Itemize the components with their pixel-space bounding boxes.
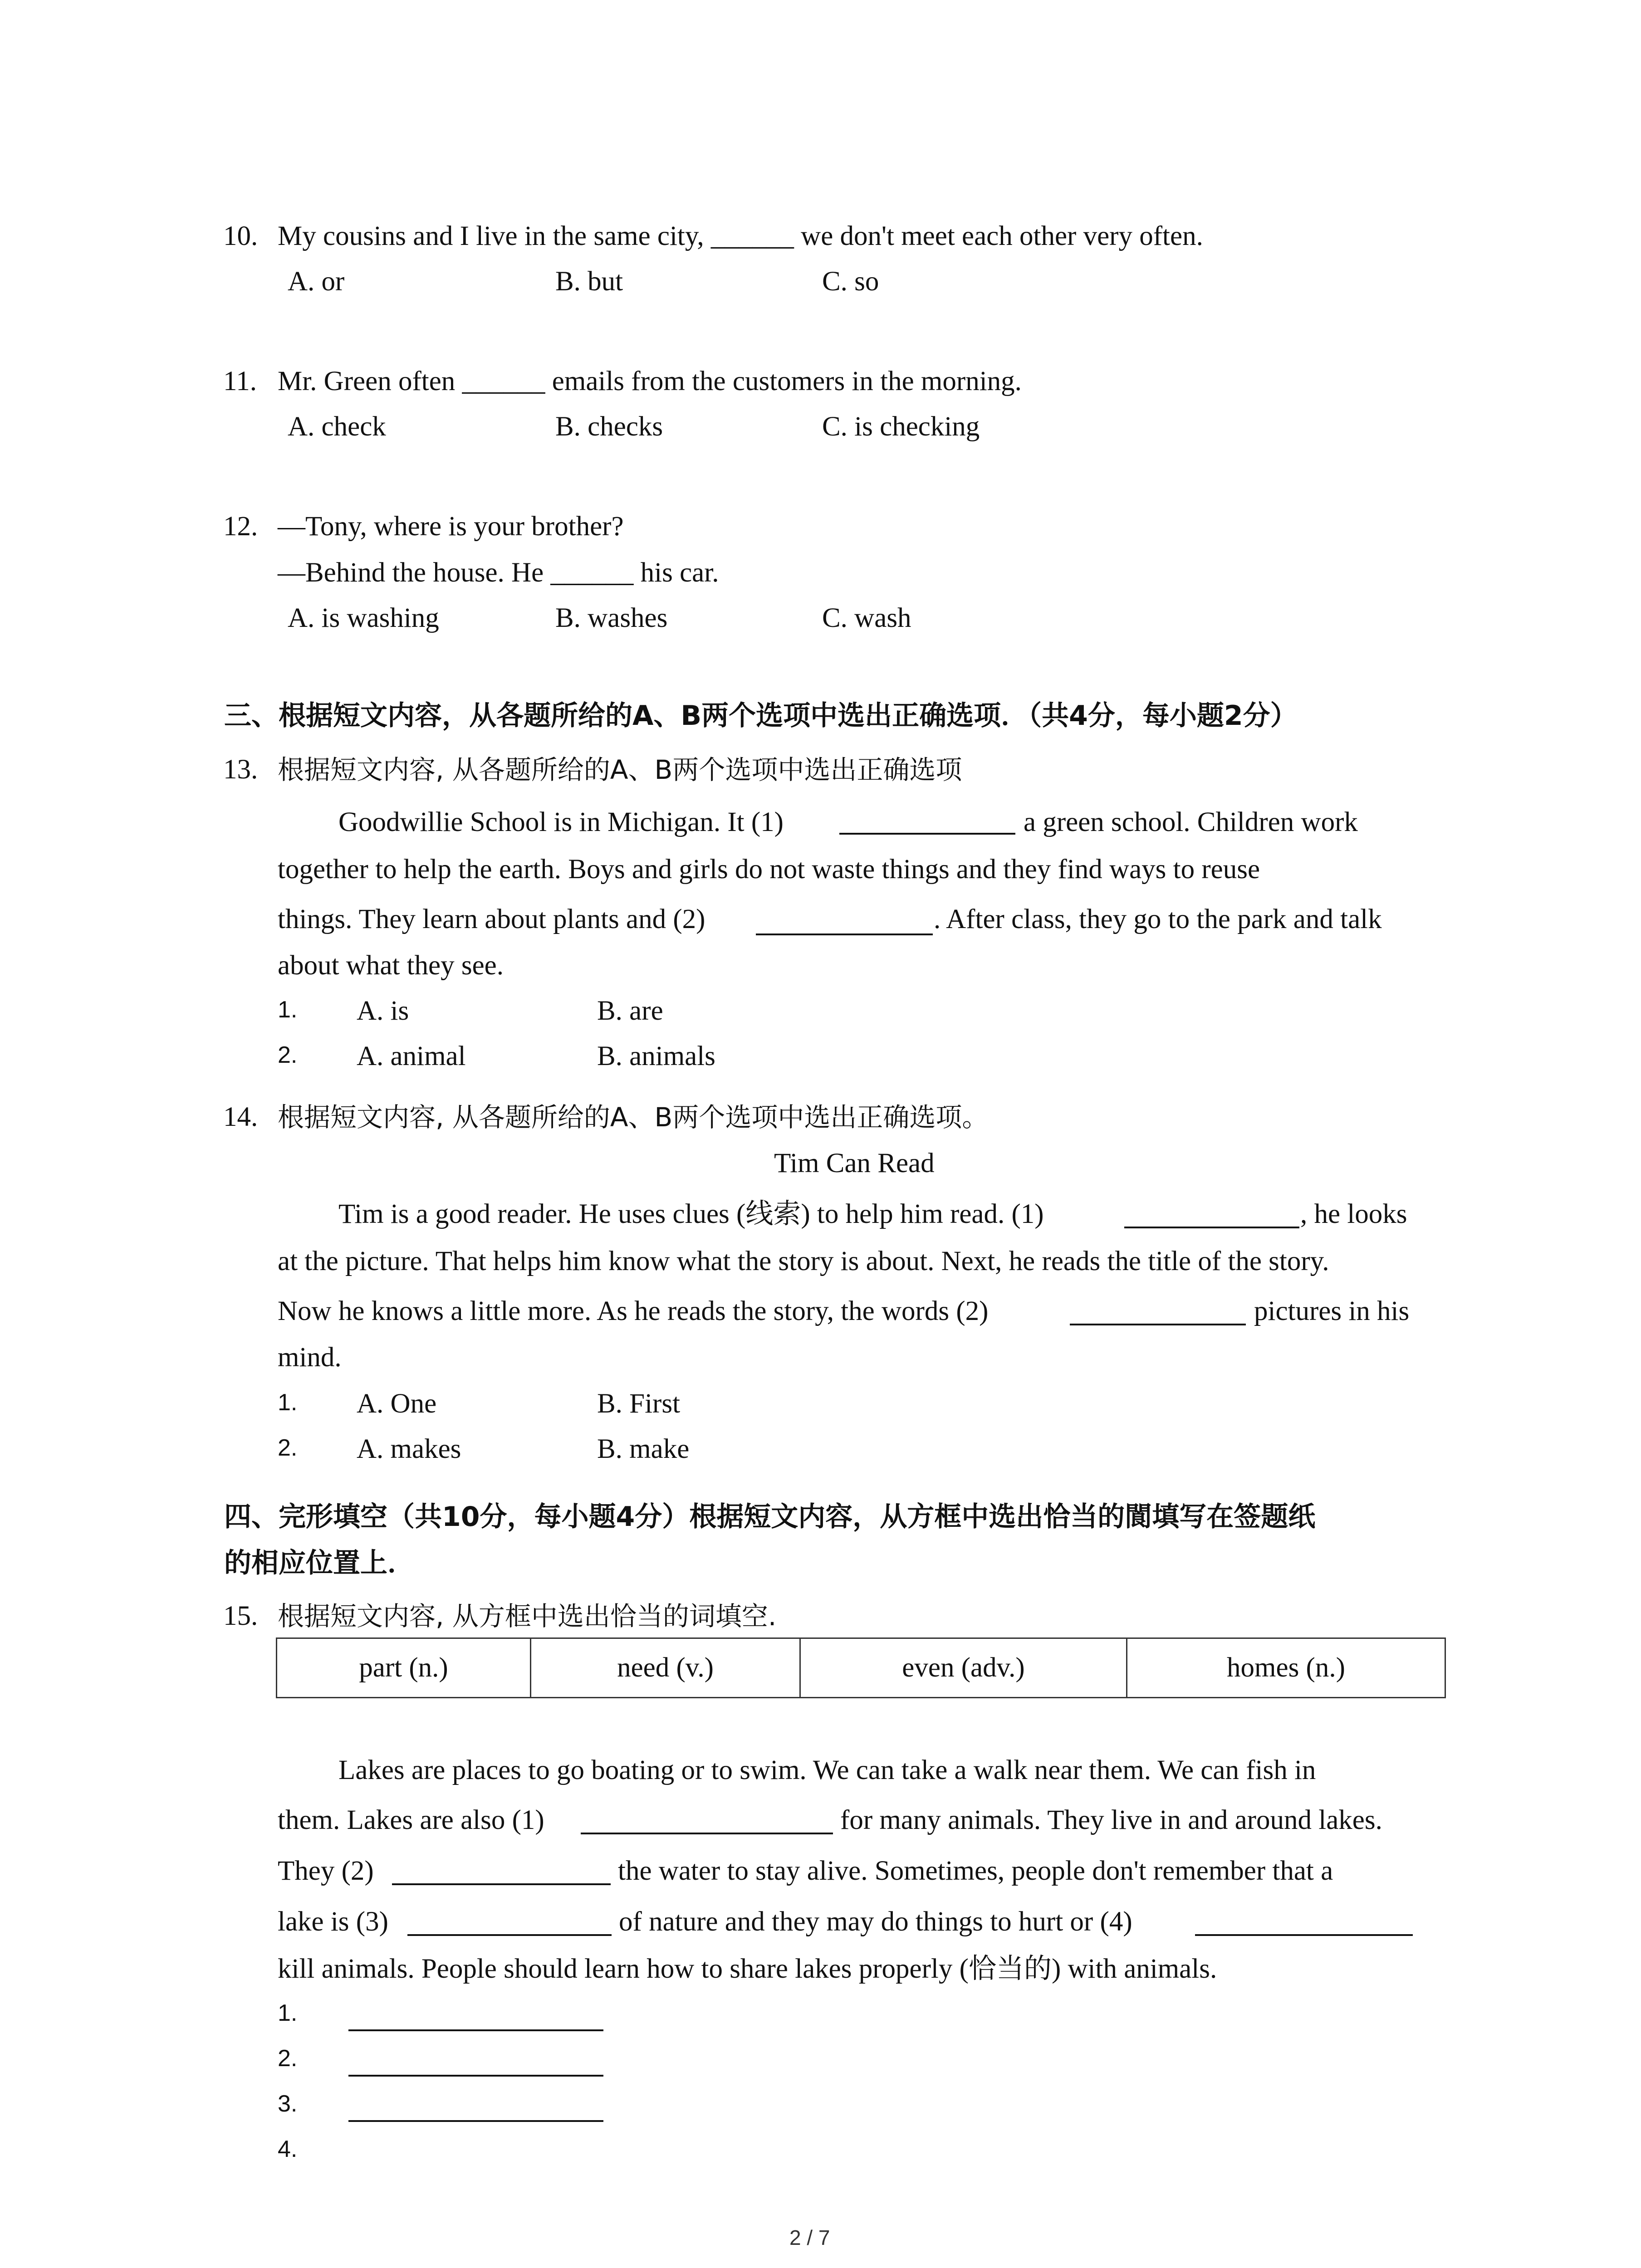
answer-blank xyxy=(756,934,933,935)
option-a: A. One xyxy=(357,1388,437,1419)
page-number: 2 / 7 xyxy=(789,2226,830,2249)
question-number: 13. xyxy=(223,754,258,785)
question-number: 10. xyxy=(223,221,258,251)
stem-part: emails from the customers in the morning. xyxy=(552,366,1022,396)
answer-line-number: 2. xyxy=(278,2045,298,2072)
passage-line: They (2) xyxy=(278,1856,374,1886)
passage-line: at the picture. That helps him know what the story is about. Next, he reads the title of the story. xyxy=(278,1246,1329,1276)
option-a: A. is xyxy=(357,996,409,1026)
passage-line: things. They learn about plants and (2) xyxy=(278,904,705,934)
answer-line xyxy=(348,2075,603,2077)
passage-line: the water to stay alive. Sometimes, people don't remember that a xyxy=(618,1856,1333,1886)
stem-part: we don't meet each other very often. xyxy=(801,221,1203,251)
dialogue-line: —Tony, where is your brother? xyxy=(278,511,624,542)
question-stem xyxy=(278,222,1203,250)
answer-blank xyxy=(839,833,1015,835)
option-c: C. so xyxy=(822,266,879,297)
passage-line: of nature and they may do things to hurt or (4) xyxy=(619,1906,1132,1937)
answer-line-number: 4. xyxy=(278,2136,298,2162)
option-a: A. makes xyxy=(357,1434,461,1464)
question-number: 12. xyxy=(223,511,258,542)
answer-blank xyxy=(1195,1934,1413,1936)
question-instruction: 根据短文内容, 从各题所给的A、B两个选项中选出正确选项 xyxy=(278,754,962,785)
section-heading: 四、完形填空（共10分，每小题4分）根据短文内容，从方框中选出恰当的閬填写在签题纸 xyxy=(224,1501,1316,1533)
passage-line: , he looks xyxy=(1300,1199,1407,1229)
answer-blank xyxy=(581,1833,833,1834)
word-box xyxy=(276,1637,1446,1698)
option-a: A. or xyxy=(288,266,345,297)
word-box-cell: even (adv.) xyxy=(800,1638,1127,1698)
passage-line: for many animals. They live in and around lakes. xyxy=(840,1805,1382,1835)
passage-line: about what they see. xyxy=(278,950,504,981)
passage-line: Tim is a good reader. He uses clues (线索) to help him read. (1) xyxy=(338,1199,1044,1229)
option-b: B. are xyxy=(597,996,663,1026)
answer-blank: ______ xyxy=(550,557,634,588)
passage-line: kill animals. People should learn how to share lakes properly (恰当的) with animals. xyxy=(278,1954,1217,1984)
passage-line: Lakes are places to go boating or to swim. We can take a walk near them. We can fish in xyxy=(338,1755,1316,1785)
option-b: B. checks xyxy=(555,411,663,442)
question-number: 15. xyxy=(223,1601,258,1631)
answer-line xyxy=(348,2029,603,2031)
option-b: B. washes xyxy=(555,603,668,633)
word-box-cell: part (n.) xyxy=(277,1638,531,1698)
dialogue-line xyxy=(278,559,719,587)
stem-part: My cousins and I live in the same city, xyxy=(278,221,704,251)
passage-line: mind. xyxy=(278,1342,342,1373)
passage-line: Now he knows a little more. As he reads the story, the words (2) xyxy=(278,1296,989,1326)
question-number: 14. xyxy=(223,1102,258,1132)
option-a: A. check xyxy=(288,411,386,442)
passage-line: pictures in his xyxy=(1254,1296,1410,1326)
option-c: C. wash xyxy=(822,603,911,633)
sub-item-number: 1. xyxy=(278,1389,298,1416)
sub-item-number: 1. xyxy=(278,997,298,1023)
option-b: B. but xyxy=(555,266,623,297)
question-stem xyxy=(278,367,1022,395)
question-instruction: 根据短文内容, 从方框中选出恰当的词填空. xyxy=(278,1601,777,1632)
passage-line: Goodwillie School is in Michigan. It (1) xyxy=(338,807,784,837)
word-box-cell: need (v.) xyxy=(531,1638,800,1698)
answer-blank xyxy=(392,1883,611,1885)
answer-blank: ______ xyxy=(710,221,794,251)
answer-line xyxy=(348,2120,603,2122)
sub-item-number: 2. xyxy=(278,1042,298,1068)
question-number: 11. xyxy=(223,366,257,396)
answer-blank xyxy=(1124,1227,1299,1228)
passage-line: lake is (3) xyxy=(278,1906,388,1937)
word-box-cell: homes (n.) xyxy=(1127,1638,1445,1698)
option-b: B. make xyxy=(597,1434,690,1464)
answer-blank xyxy=(1070,1324,1246,1325)
stem-part: —Behind the house. He xyxy=(278,557,544,588)
answer-blank xyxy=(407,1934,612,1936)
passage-line: them. Lakes are also (1) xyxy=(278,1805,544,1835)
passage-title: Tim Can Read xyxy=(774,1148,935,1178)
option-b: B. First xyxy=(597,1388,681,1419)
option-a: A. animal xyxy=(357,1041,466,1071)
option-b: B. animals xyxy=(597,1041,715,1071)
answer-line-number: 3. xyxy=(278,2091,298,2117)
option-c: C. is checking xyxy=(822,411,980,442)
answer-blank: ______ xyxy=(462,366,545,396)
answer-line-number: 1. xyxy=(278,2000,298,2026)
stem-part: his car. xyxy=(640,557,719,588)
question-instruction: 根据短文内容, 从各题所给的A、B两个选项中选出正确选项。 xyxy=(278,1102,989,1133)
option-a: A. is washing xyxy=(288,603,439,633)
sub-item-number: 2. xyxy=(278,1435,298,1461)
section-heading: 的相应位置上． xyxy=(224,1547,415,1579)
section-heading: 三、根据短文内容，从各题所给的A、B两个选项中选出正确选项．（共4分，每小题2分） xyxy=(224,700,1298,732)
passage-line: together to help the earth. Boys and girls do not waste things and they find ways to reuse xyxy=(278,854,1260,885)
stem-part: Mr. Green often xyxy=(278,366,456,396)
passage-line: . After class, they go to the park and talk xyxy=(934,904,1382,934)
passage-line: a green school. Children work xyxy=(1024,807,1358,837)
